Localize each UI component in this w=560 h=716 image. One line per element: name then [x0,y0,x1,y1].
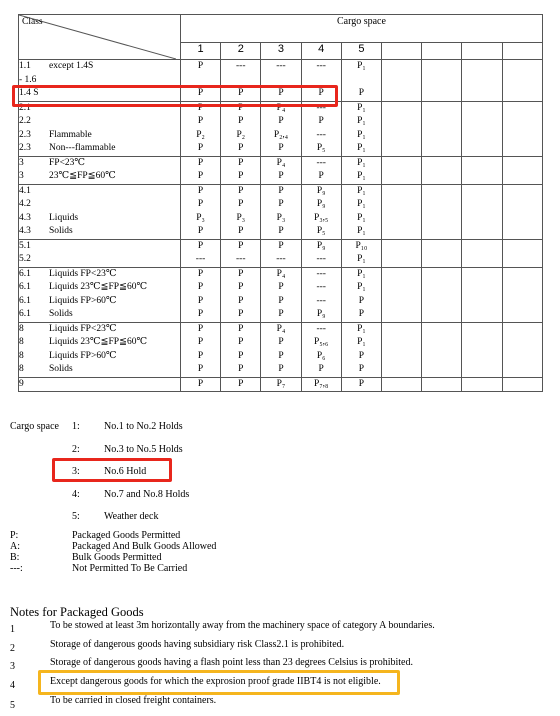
empty-cell [382,60,422,102]
cargo-cell-col-3 [261,322,301,377]
highlight-box-note-4 [38,670,400,695]
class-code: 4.1 [19,185,31,196]
cargo-space-description: No.7 and No.8 Holds [104,488,190,500]
permission-value: P [318,171,324,181]
permission-value: P [238,323,244,334]
permission-value: P₃,₅ [314,212,329,223]
permission-value: P [238,350,244,361]
cargo-cell-col-2 [221,184,261,239]
empty-cell [382,377,422,392]
class-description: except 1.4S [49,61,94,71]
permission-value: P [358,88,365,98]
legend-description: Not Permitted To Be Carried [72,563,188,574]
permission-value: P [278,143,284,153]
permission-value: --- [316,129,326,140]
class-code: - 1.6 [19,74,37,85]
empty-cell [502,60,542,102]
cargo-cell-col-2 [221,377,261,392]
class-group-row [19,184,543,239]
empty-cell [462,156,502,184]
cargo-cell-col-1 [180,322,220,377]
legend-key: P: [10,530,19,541]
column-header-blank [382,43,422,60]
permission-value: P₁ [357,185,366,196]
cargo-space-label: Cargo space [10,421,59,432]
permission-value: P₅ [316,143,326,153]
permission-value: P [197,61,204,71]
cargo-cell-col-5 [341,239,381,267]
class-code: 2.1 [19,102,31,113]
class-description: FP<23℃ [49,157,86,168]
permission-value: P₄ [276,102,286,113]
permission-value: --- [316,254,326,264]
permission-value: P [238,88,244,98]
cargo-cell-col-2 [221,322,261,377]
note-text: To be stowed at least 3m horizontally away from the machinery space of category A boundaries. [50,620,435,631]
permission-value: P₁ [357,282,366,292]
class-cell [19,322,181,377]
permission-value: --- [195,254,206,264]
permission-value: P₁ [357,102,366,113]
permission-value: P [278,199,284,209]
permission-value: P [278,171,284,181]
permission-value: P [197,143,204,153]
permission-value: P₇,₈ [314,378,329,389]
cargo-space-number: 1: [72,421,80,432]
class-description: Liquids 23℃≦FP≦60℃ [49,282,148,292]
permission-value: --- [316,323,326,334]
class-code: 2.3 [19,143,31,153]
permission-value: P₁ [357,337,366,347]
permission-value: P [197,337,204,347]
permission-value: P₃ [196,212,205,223]
permission-value: P₁ [357,323,366,334]
legend-description: Bulk Goods Permitted [72,552,162,563]
note-number: 4 [10,680,15,691]
permission-value: P₆ [316,350,326,361]
cargo-cell-col-3 [261,377,301,392]
class-code: 6.1 [19,282,31,292]
legend-key: A: [10,541,20,552]
class-group-row [19,267,543,322]
legend-description: Packaged Goods Permitted [72,530,181,541]
permission-value: P₁ [357,157,366,168]
permission-value [342,74,381,88]
permission-value: P [278,226,284,236]
permission-value: --- [276,254,286,264]
class-cell [19,239,181,267]
class-cell [19,377,181,392]
class-description: 23℃≦FP≦60℃ [49,171,116,181]
permission-value: P [238,309,244,319]
permission-value: P₇ [276,378,286,389]
cargo-cell-col-5 [341,322,381,377]
cargo-cell-col-1 [180,267,220,322]
column-header-blank [502,43,542,60]
legend-key: ---: [10,563,23,574]
permission-value: P [238,282,244,292]
permission-value: P₉ [316,185,326,196]
permission-value: P [197,88,204,98]
cargo-space-description: Weather deck [104,511,159,522]
permission-value: --- [236,254,246,264]
permission-value: P [238,240,244,251]
permission-value: P [278,309,284,319]
class-code: 1.1 [19,61,31,71]
cargo-space-number: 2: [72,443,80,455]
empty-cell [502,322,542,377]
permission-value: P [278,282,284,292]
cargo-cell-col-3 [261,101,301,156]
permission-value: P [278,116,284,126]
class-group-row [19,156,543,184]
class-header: Class [22,17,43,27]
permission-value: P [197,226,204,236]
cargo-cell-col-1 [180,156,220,184]
note-number: 2 [10,643,15,654]
permission-value: P [197,309,204,319]
class-code: 8 [19,337,24,347]
class-code: 4.3 [19,226,31,236]
permission-value: P [238,364,244,374]
cargo-cell-col-4 [301,322,341,377]
empty-cell [462,267,502,322]
permission-value: P [197,199,204,209]
cargo-cell-col-1 [180,101,220,156]
class-cell [19,184,181,239]
class-cell [19,267,181,322]
cargo-cell-col-4 [301,267,341,322]
note-text: Except dangerous goods for which the exprosion proof grade IIBT4 is not eligible. [50,676,381,687]
highlight-box-class-2-1 [12,85,338,107]
cargo-cell-col-5 [341,377,381,392]
permission-value: --- [316,157,326,168]
permission-value: P [238,337,244,347]
class-header-cell [19,15,181,60]
cargo-cell-col-4 [301,156,341,184]
empty-cell [502,239,542,267]
cargo-cell-col-5 [341,101,381,156]
permission-value: P [278,337,284,347]
permission-value: P [238,268,244,279]
permission-value: P [238,199,244,209]
class-description: Liquids FP<23℃ [49,268,117,279]
cargo-space-description: No.1 to No.2 Holds [104,421,183,432]
cargo-cell-col-1 [180,184,220,239]
class-description: Solids [49,364,73,374]
permission-value: P [197,323,204,334]
permission-value: P₅ [316,226,326,236]
note-text: Storage of dangerous goods having a flash point less than 23 degrees Celsius is prohibited. [50,657,413,668]
column-header-blank [422,43,462,60]
permission-value: P [197,268,204,279]
class-code: 8 [19,323,24,334]
cargo-cell-col-3 [261,239,301,267]
permission-value: --- [316,102,326,113]
permission-value: P [278,240,284,251]
column-header-3: 3 [261,43,301,60]
cargo-space-number: 5: [72,511,80,522]
permission-value: P [197,171,204,181]
permission-value: P₂,₄ [273,129,289,140]
empty-cell [462,184,502,239]
permission-value: P [358,309,365,319]
cargo-cell-col-4 [301,101,341,156]
column-header-1: 1 [180,43,220,60]
cargo-space-number: 4: [72,488,80,500]
permission-value: P [358,364,365,374]
empty-cell [382,101,422,156]
permission-value: P₃ [236,212,246,223]
class-description: Liquids FP>60℃ [49,350,117,361]
permission-value: P [318,116,324,126]
class-code: 1.4 S [19,88,39,98]
legend-key: B: [10,552,20,563]
permission-value: P [238,185,244,196]
permission-value: P₁ [357,143,366,153]
empty-cell [422,101,462,156]
class-group-row [19,377,543,392]
cargo-cell-col-2 [221,267,261,322]
permission-value: --- [276,61,286,71]
permission-value: P₃ [276,212,286,223]
permission-value: --- [316,268,326,279]
permission-value: P [197,295,204,306]
permission-value: P₁ [357,61,366,71]
class-cell [19,156,181,184]
permission-value: P [197,157,204,168]
class-code: 5.1 [19,240,31,251]
permission-value: P₅,₆ [314,337,329,347]
permission-value: P [278,88,284,98]
permission-value: P [197,185,204,196]
permission-value: P [238,102,244,113]
cargo-cell-col-5 [341,184,381,239]
class-description: Liquids [49,212,79,223]
empty-cell [382,239,422,267]
class-code: 4.3 [19,212,31,223]
permission-value: P₉ [316,240,326,251]
highlight-box-hold-3 [52,458,172,482]
class-description: Liquids FP<23℃ [49,323,117,334]
legend-description: Packaged And Bulk Goods Allowed [72,541,217,552]
cargo-cell-col-1 [180,239,220,267]
class-description: Liquids FP>60℃ [49,295,117,306]
permission-value: P [278,350,284,361]
class-code: 9 [19,378,24,389]
permission-value: P [197,102,204,113]
permission-value: P [197,116,204,126]
empty-cell [502,377,542,392]
class-group-row [19,101,543,156]
empty-cell [502,156,542,184]
cargo-cell-col-5 [341,267,381,322]
empty-cell [382,184,422,239]
class-group-row [19,322,543,377]
permission-value: P₄ [276,323,286,334]
permission-value: P₁ [357,129,366,140]
permission-value: P [358,350,365,361]
empty-cell [422,184,462,239]
empty-cell [422,156,462,184]
empty-cell [422,60,462,102]
class-cell [19,101,181,156]
cargo-cell-col-2 [221,156,261,184]
cargo-cell-col-2 [221,101,261,156]
cargo-cell-col-4 [301,239,341,267]
cargo-cell-col-2 [221,239,261,267]
empty-cell [382,267,422,322]
dangerous-goods-table [18,14,543,392]
class-description: Non---flammable [49,143,116,153]
class-description: Solids [49,309,73,319]
permission-value: P [238,157,244,168]
permission-value: P₄ [276,268,286,279]
column-header-4: 4 [301,43,341,60]
cargo-cell-col-5 [341,60,381,102]
class-code: 6.1 [19,309,31,319]
permission-value: P [197,240,204,251]
permission-value: --- [316,61,326,71]
class-description: Liquids 23℃≦FP≦60℃ [49,337,148,347]
permission-value: P₂ [196,129,205,140]
empty-cell [462,322,502,377]
class-code: 3 [19,157,24,168]
permission-value: --- [316,295,326,306]
empty-cell [422,377,462,392]
cargo-space-number: 3: [72,466,80,477]
note-text: To be carried in closed freight containers. [50,695,217,706]
column-header-2: 2 [221,43,261,60]
permission-value: P [197,350,204,361]
permission-value: P₁ [357,226,366,236]
class-code: 5.2 [19,254,31,264]
column-header-blank [462,43,502,60]
cargo-cell-col-1 [180,377,220,392]
permission-value: P [197,378,204,389]
empty-cell [462,60,502,102]
class-code: 6.1 [19,268,31,279]
permission-value: P [318,364,324,374]
empty-cell [502,184,542,239]
empty-cell [502,267,542,322]
permission-value: P₁ [357,116,366,126]
permission-value: P₁ [357,212,366,223]
cargo-space-header: Cargo space [180,15,542,43]
class-code: 8 [19,364,24,374]
column-header-5: 5 [341,43,381,60]
permission-value: P₁ [357,199,366,209]
permission-value: P [278,295,284,306]
permission-value: P₉ [316,199,326,209]
permission-value: P₁ [357,268,366,279]
class-code: 6.1 [19,295,31,306]
class-code: 2.2 [19,116,31,126]
note-number: 3 [10,661,15,672]
class-code: 4.2 [19,199,31,209]
empty-cell [502,101,542,156]
cargo-cell-col-4 [301,377,341,392]
permission-value: P [197,364,204,374]
class-code: 2.3 [19,129,31,140]
permission-value: P₂ [236,129,246,140]
permission-value: P [238,143,244,153]
cargo-space-description: No.6 Hold [104,466,147,477]
permission-value: P [238,295,244,306]
permission-value: P [278,185,284,196]
class-code: 3 [19,171,24,181]
class-description: Flammable [49,129,92,140]
empty-cell [382,322,422,377]
empty-cell [462,101,502,156]
cargo-cell-col-5 [341,156,381,184]
cargo-cell-col-3 [261,184,301,239]
cargo-space-description: No.3 to No.5 Holds [104,443,183,455]
permission-value: P₉ [316,309,326,319]
cargo-cell-col-3 [261,156,301,184]
permission-value: P [358,378,365,389]
class-group-row [19,239,543,267]
permission-value: P [238,116,244,126]
class-description: Solids [49,226,73,236]
permission-value: P₁₀ [355,240,368,251]
permission-value: P₄ [276,157,286,168]
permission-value: P₁ [357,171,366,181]
note-number: 1 [10,624,15,635]
note-number: 5 [10,700,15,711]
permission-value: P [278,364,284,374]
permission-value: P [318,88,324,98]
empty-cell [382,156,422,184]
permission-value: --- [316,282,326,292]
permission-value: P [238,378,244,389]
permission-value: P [238,226,244,236]
permission-value: P [197,282,204,292]
cargo-cell-col-3 [261,267,301,322]
class-code: 8 [19,350,24,361]
empty-cell [462,239,502,267]
permission-value: P [358,295,365,306]
note-text: Storage of dangerous goods having subsidiary risk Class2.1 is prohibited. [50,639,345,650]
notes-title: Notes for Packaged Goods [10,605,144,619]
permission-value: P₁ [357,254,366,264]
cargo-cell-col-4 [301,184,341,239]
empty-cell [422,239,462,267]
empty-cell [422,267,462,322]
empty-cell [462,377,502,392]
empty-cell [422,322,462,377]
permission-value: P [238,171,244,181]
permission-value: --- [236,61,246,71]
